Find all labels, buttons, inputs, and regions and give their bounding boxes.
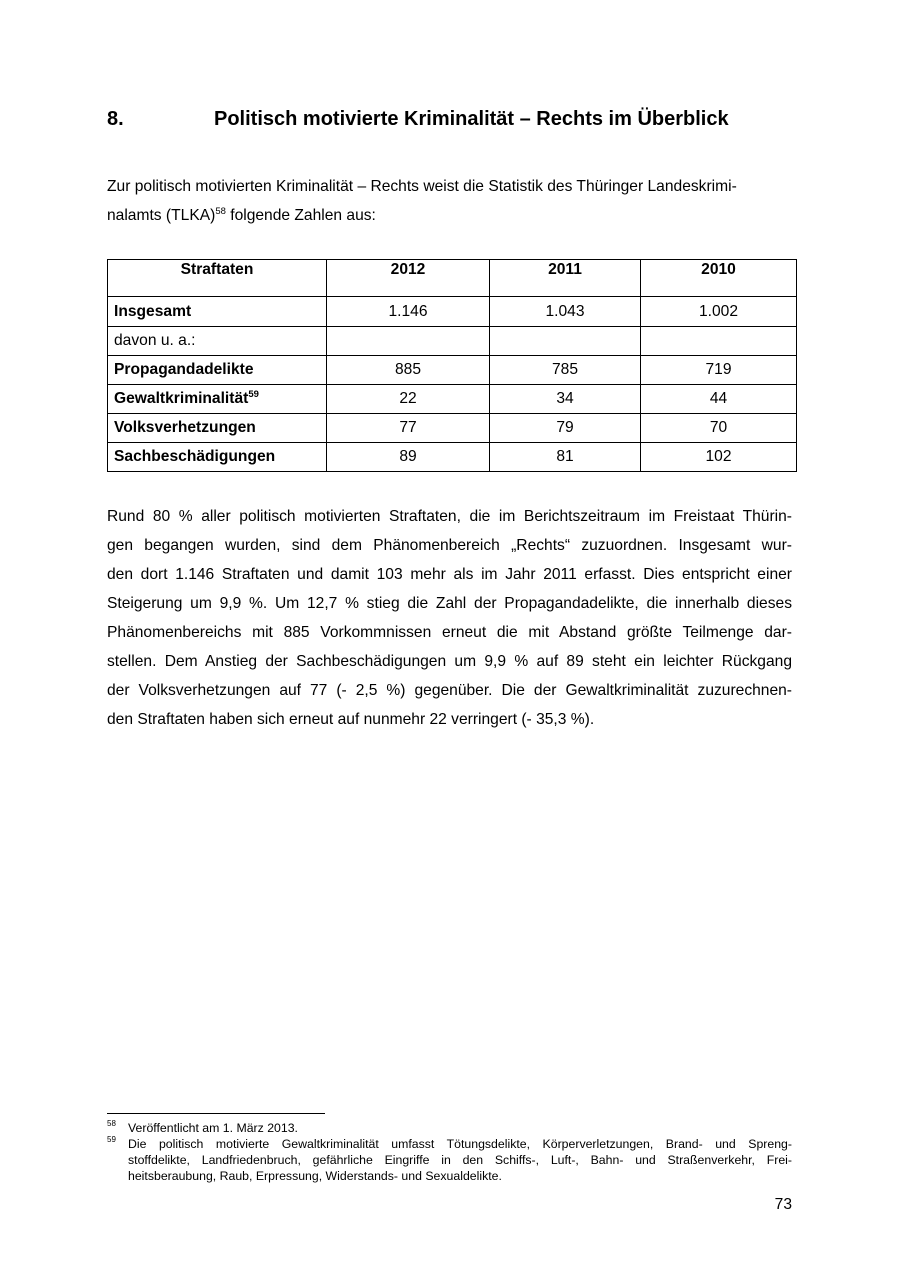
footnote-mark: 59 (107, 1135, 116, 1144)
paragraph-line: den Straftaten haben sich erneut auf nunmehr 22 verringert (- 35,3 %). (107, 711, 595, 728)
paragraph-line: den dort 1.146 Straftaten und damit 103 mehr als im Jahr 2011 erfasst. Dies entspricht einer (107, 566, 792, 583)
cell-2011 (490, 327, 641, 356)
paragraph-line: gen begangen wurden, sind dem Phänomenbereich „Rechts“ zuzuordnen. Insgesamt wur- (107, 537, 792, 554)
intro-line-2 (107, 201, 792, 230)
cell-2010: 102 (641, 443, 797, 472)
row-label: Insgesamt (108, 297, 327, 327)
footnote-ref-59[interactable]: 59 (248, 389, 259, 400)
footnote-text: stoffdelikte, Landfriedenbruch, gefährliche Eingriffe in den Schiffs-, Luft-, Bahn- und Straßenverkehr, Frei- (128, 1153, 792, 1167)
cell-2012 (327, 327, 490, 356)
analysis-paragraph (107, 502, 792, 734)
cell-2010: 44 (641, 385, 797, 414)
row-label-text: Gewaltkriminalität (114, 390, 249, 407)
footnote-mark: 58 (107, 1119, 116, 1128)
header-2010: 2010 (641, 260, 797, 297)
cell-2010: 719 (641, 356, 797, 385)
intro-line-2-text: nalamts (TLKA) (107, 207, 216, 224)
intro-paragraph (107, 172, 792, 230)
cell-2012: 885 (327, 356, 490, 385)
row-label: davon u. a.: (108, 327, 327, 356)
table-row (108, 414, 797, 443)
section-number: 8. (107, 108, 124, 130)
table-row (108, 327, 797, 356)
footnote-ref-58[interactable]: 58 (215, 206, 226, 217)
paragraph-line: der Volksverhetzungen auf 77 (- 2,5 %) gegenüber. Die der Gewaltkriminalität zuzurechnen- (107, 682, 792, 699)
table-row (108, 443, 797, 472)
table-header-row (108, 260, 797, 297)
intro-line-1: Zur politisch motivierten Kriminalität – Rechts weist die Statistik des Thüringer Landeskrimi- (107, 178, 737, 195)
row-label: Propagandadelikte (108, 356, 327, 385)
cell-2012: 1.146 (327, 297, 490, 327)
footnote-separator (107, 1113, 325, 1114)
footnote-text: Veröffentlicht am 1. März 2013. (128, 1121, 298, 1135)
paragraph-line: stellen. Dem Anstieg der Sachbeschädigungen um 9,9 % auf 89 steht ein leichter Rückgang (107, 653, 792, 670)
header-offenses: Straftaten (108, 260, 327, 297)
cell-2012: 77 (327, 414, 490, 443)
row-label: Volksverhetzungen (108, 414, 327, 443)
cell-2012: 89 (327, 443, 490, 472)
cell-2011: 1.043 (490, 297, 641, 327)
header-2012: 2012 (327, 260, 490, 297)
footnote-59 (107, 1136, 792, 1184)
footnotes (107, 1120, 792, 1184)
header-2011: 2011 (490, 260, 641, 297)
row-label (108, 385, 327, 414)
cell-2012: 22 (327, 385, 490, 414)
paragraph-line: Steigerung um 9,9 %. Um 12,7 % stieg die Zahl der Propagandadelikte, die innerhalb dieses (107, 595, 792, 612)
statistics-table (107, 259, 797, 472)
cell-2011: 785 (490, 356, 641, 385)
cell-2011: 81 (490, 443, 641, 472)
paragraph-line: Phänomenbereichs mit 885 Vorkommnissen erneut die mit Abstand größte Teilmenge dar- (107, 624, 792, 641)
cell-2011: 79 (490, 414, 641, 443)
cell-2011: 34 (490, 385, 641, 414)
page-number: 73 (774, 1196, 792, 1213)
table-row (108, 385, 797, 414)
footnote-text: heitsberaubung, Raub, Erpressung, Widerstands- und Sexualdelikte. (128, 1169, 502, 1183)
table-row (108, 297, 797, 327)
cell-2010: 70 (641, 414, 797, 443)
intro-line-2-rest: folgende Zahlen aus: (225, 207, 376, 224)
footnote-58 (107, 1120, 792, 1136)
footnote-text: Die politisch motivierte Gewaltkriminalität umfasst Tötungsdelikte, Körperverletzungen, Brand- und Spreng- (128, 1137, 792, 1151)
section-title: Politisch motivierte Kriminalität – Rechts im Überblick (214, 108, 729, 130)
cell-2010 (641, 327, 797, 356)
cell-2010: 1.002 (641, 297, 797, 327)
row-label: Sachbeschädigungen (108, 443, 327, 472)
table-row (108, 356, 797, 385)
paragraph-line: Rund 80 % aller politisch motivierten Straftaten, die im Berichtszeitraum im Freistaat Thürin- (107, 508, 792, 525)
